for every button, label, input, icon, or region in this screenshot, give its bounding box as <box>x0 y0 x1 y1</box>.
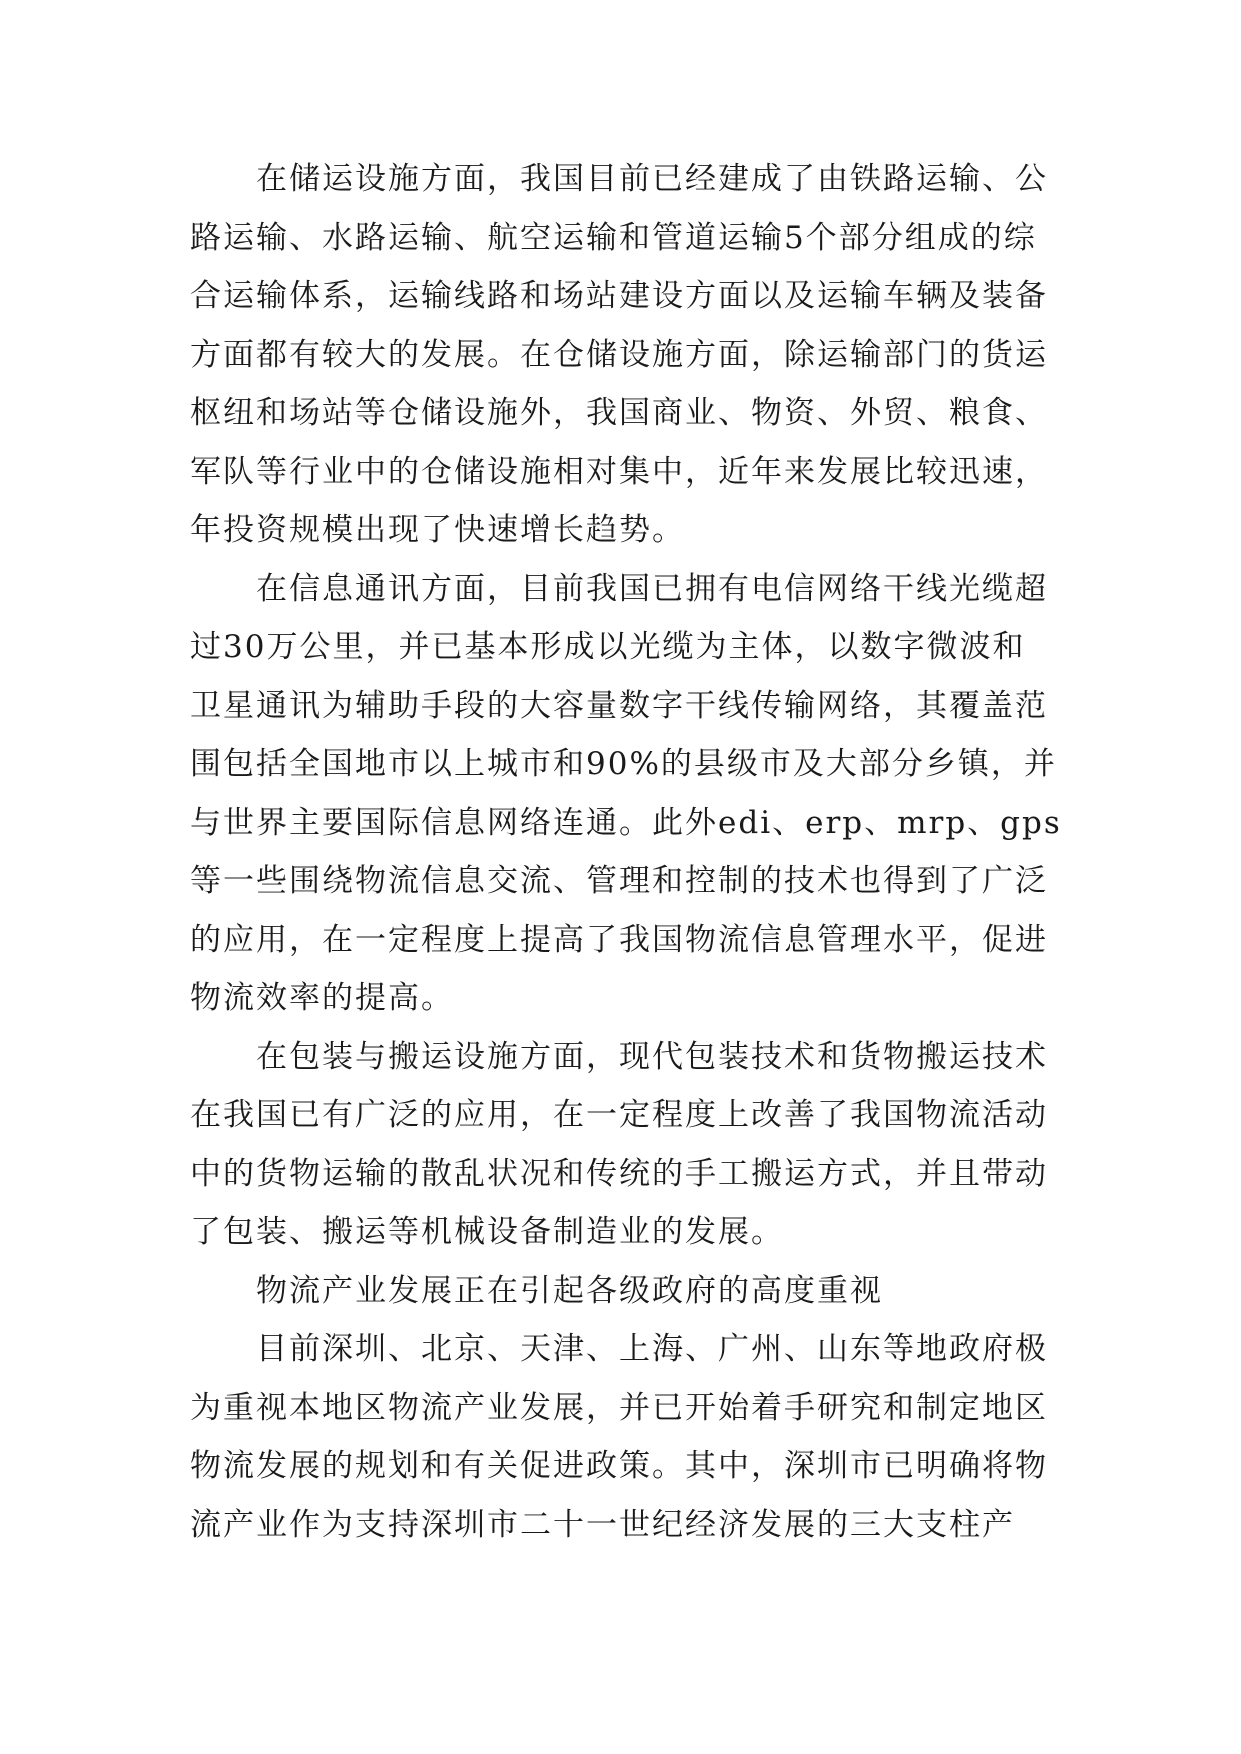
text-line: 过30万公里，并已基本形成以光缆为主体，以数字微波和 <box>190 629 1026 665</box>
text-line: 为重视本地区物流产业发展，并已开始着手研究和制定地区 <box>190 1389 1048 1426</box>
text-line: 军队等行业中的仓储设施相对集中，近年来发展比较迅速， <box>190 453 1048 490</box>
text-line: 路运输、水路运输、航空运输和管道运输5个部分组成的综 <box>190 219 1037 256</box>
text-line: 在我国已有广泛的应用，在一定程度上改善了我国物流活动 <box>190 1097 1048 1133</box>
text-line: 目前深圳、北京、天津、上海、广州、山东等地政府极 <box>256 1331 1048 1367</box>
text-line: 年投资规模出现了快速增长趋势。 <box>190 512 685 548</box>
text-line: 的应用，在一定程度上提高了我国物流信息管理水平，促进 <box>190 921 1048 958</box>
text-line: 方面都有较大的发展。在仓储设施方面，除运输部门的货运 <box>190 336 1048 373</box>
text-line: 物流效率的提高。 <box>190 980 454 1016</box>
text-line: 物流发展的规划和有关促进政策。其中，深圳市已明确将物 <box>190 1448 1048 1484</box>
section-heading: 物流产业发展正在引起各级政府的高度重视 <box>256 1272 883 1309</box>
text-line: 在信息通讯方面，目前我国已拥有电信网络干线光缆超 <box>256 570 1048 607</box>
text-line: 在储运设施方面，我国目前已经建成了由铁路运输、公 <box>256 161 1048 197</box>
text-line: 了包装、搬运等机械设备制造业的发展。 <box>190 1214 784 1250</box>
text-line: 在包装与搬运设施方面，现代包装技术和货物搬运技术 <box>256 1038 1048 1075</box>
text-line: 与世界主要国际信息网络连通。此外edi、erp、mrp、gps <box>190 804 1062 841</box>
text-line: 流产业作为支持深圳市二十一世纪经济发展的三大支柱产 <box>190 1506 1015 1543</box>
text-line: 中的货物运输的散乱状况和传统的手工搬运方式，并且带动 <box>190 1155 1048 1192</box>
text-line: 卫星通讯为辅助手段的大容量数字干线传输网络，其覆盖范 <box>190 687 1048 724</box>
document-body <box>190 150 1062 1554</box>
text-line: 等一些围绕物流信息交流、管理和控制的技术也得到了广泛 <box>190 863 1048 899</box>
text-line: 枢纽和场站等仓储设施外，我国商业、物资、外贸、粮食、 <box>190 395 1048 431</box>
text-line: 围包括全国地市以上城市和90%的县级市及大部分乡镇，并 <box>190 746 1057 782</box>
text-line: 合运输体系，运输线路和场站建设方面以及运输车辆及装备 <box>190 278 1048 314</box>
